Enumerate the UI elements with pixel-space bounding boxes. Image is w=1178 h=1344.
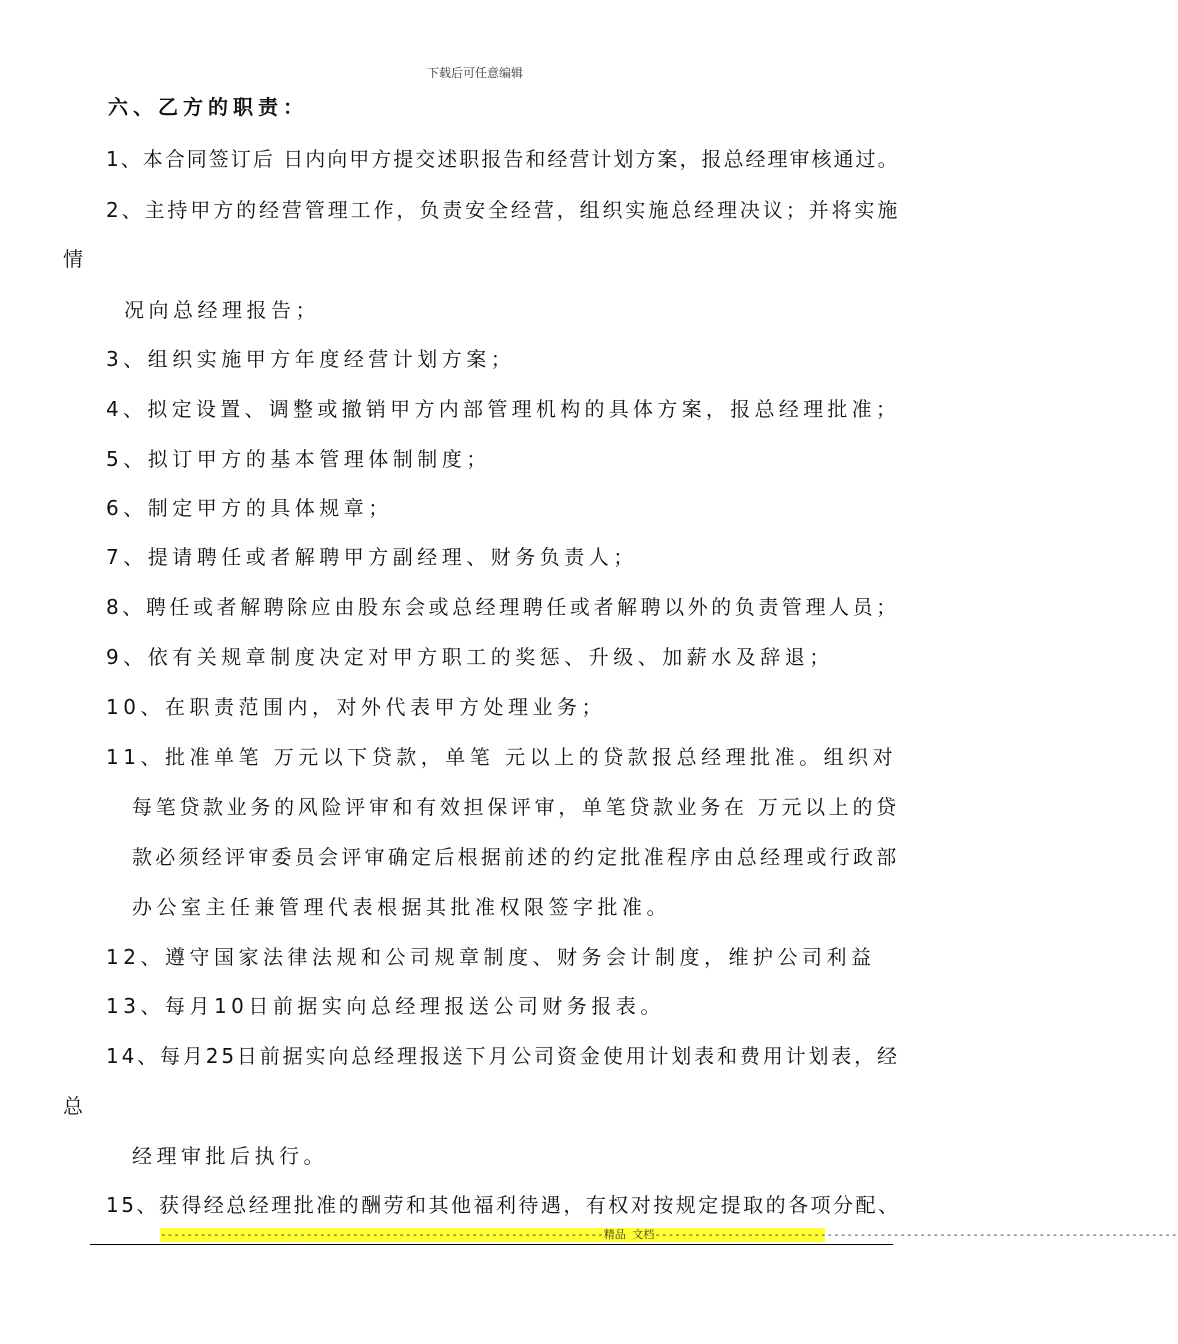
clause-line: 10、在职责范围内，对外代表甲方处理业务； <box>106 695 606 719</box>
clause-line: 款必须经评审委员会评审确定后根据前述的约定批准程序由总经理或行政部 <box>132 845 900 869</box>
clause-line: 1、本合同签订后 日内向甲方提交述职报告和经营计划方案，报总经理审核通过。 <box>106 147 900 171</box>
clause-line: 况向总经理报告； <box>124 298 320 322</box>
section-title: 六、乙方的职责： <box>108 95 308 119</box>
clause-line: 3、组织实施甲方年度经营计划方案； <box>106 347 516 371</box>
clause-line: 情 <box>63 247 88 271</box>
page-header: 下载后可任意编辑 <box>426 66 523 80</box>
footer-highlight: -------------------------------------------------------------------精品 文档------------------------------------------------------------------------------- <box>160 1228 1178 1241</box>
clause-line: 2、主持甲方的经营管理工作，负责安全经营，组织实施总经理决议；并将实施 <box>106 198 901 222</box>
clause-line: 每笔贷款业务的风险评审和有效担保评审，单笔贷款业务在 万元以上的贷 <box>132 795 900 819</box>
clause-line: 5、拟订甲方的基本管理体制制度； <box>106 447 491 471</box>
clause-line: 总 <box>63 1094 88 1118</box>
footer-rule <box>90 1244 893 1245</box>
clause-line: 11、批准单笔 万元以下贷款，单笔 元以上的贷款报总经理批准。组织对 <box>106 745 898 769</box>
clause-line: 12、遵守国家法律法规和公司规章制度、财务会计制度，维护公司利益 <box>106 945 876 969</box>
clause-line: 办公室主任兼管理代表根据其批准权限签字批准。 <box>132 895 671 919</box>
clause-line: 13、每月10日前据实向总经理报送公司财务报表。 <box>106 994 665 1018</box>
clause-line: 6、制定甲方的具体规章； <box>106 496 393 520</box>
clause-line: 9、依有关规章制度决定对甲方职工的奖惩、升级、加薪水及辞退； <box>106 645 834 669</box>
clause-line: 14、每月25日前据实向总经理报送下月公司资金使用计划表和费用计划表，经 <box>106 1044 900 1068</box>
clause-line: 8、聘任或者解聘除应由股东会或总经理聘任或者解聘以外的负责管理人员； <box>106 595 900 619</box>
clause-line: 经理审批后执行。 <box>132 1144 328 1168</box>
clause-line: 7、提请聘任或者解聘甲方副经理、财务负责人； <box>106 545 638 569</box>
clause-line: 15、获得经总经理批准的酬劳和其他福利待遇，有权对按规定提取的各项分配、 <box>106 1193 901 1217</box>
clause-line: 4、拟定设置、调整或撤销甲方内部管理机构的具体方案，报总经理批准； <box>106 397 901 421</box>
